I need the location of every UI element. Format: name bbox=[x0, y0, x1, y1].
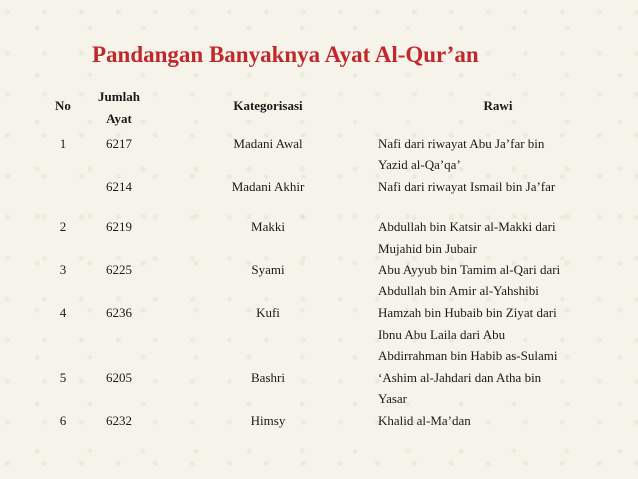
row-rawi-line: Mujahid bin Jubair bbox=[378, 241, 477, 256]
row-rawi-line: ‘Ashim al-Jahdari dan Atha bin bbox=[378, 370, 542, 385]
row-rawi-line: Nafi dari riwayat Ismail bin Ja’far bbox=[378, 179, 556, 194]
row-rawi-line: Abdirrahman bin Habib as-Sulami bbox=[378, 348, 558, 363]
row-rawi-line: Abdullah bin Amir al-Yahshibi bbox=[378, 283, 539, 298]
row-kategori: Himsy bbox=[250, 413, 286, 428]
row-no: 1 bbox=[59, 136, 67, 151]
row-kategori: Kufi bbox=[256, 305, 280, 320]
row-jumlah: 6219 bbox=[106, 219, 132, 234]
row-rawi-line: Yazid al-Qa’qa’ bbox=[378, 157, 461, 172]
row-rawi-line: Khalid al-Ma’dan bbox=[378, 413, 471, 428]
row-jumlah: 6205 bbox=[106, 370, 132, 385]
row-no: 3 bbox=[59, 262, 67, 277]
row-jumlah: 6232 bbox=[106, 413, 132, 428]
row-kategori: Syami bbox=[251, 262, 285, 277]
row-no: 4 bbox=[59, 305, 67, 320]
header-no: No bbox=[55, 98, 71, 113]
row-rawi-line: Abdullah bin Katsir al-Makki dari bbox=[378, 219, 556, 234]
row-rawi-line: Abu Ayyub bin Tamim al-Qari dari bbox=[378, 262, 561, 277]
row-jumlah: 6225 bbox=[106, 262, 132, 277]
row-rawi-line: Nafi dari riwayat Abu Ja’far bin bbox=[378, 136, 545, 151]
row-no: 5 bbox=[59, 370, 67, 385]
row-kategori: Makki bbox=[251, 219, 285, 234]
row-kategori: Bashri bbox=[251, 370, 285, 385]
page-title: Pandangan Banyaknya Ayat Al-Qur’an bbox=[92, 42, 479, 67]
row-jumlah: 6217 bbox=[106, 136, 132, 151]
row-no: 2 bbox=[59, 219, 67, 234]
row-jumlah: 6214 bbox=[106, 179, 132, 194]
row-kategori: Madani Awal bbox=[233, 136, 303, 151]
row-no: 6 bbox=[59, 413, 67, 428]
row-rawi-line: Ibnu Abu Laila dari Abu bbox=[378, 327, 506, 342]
row-rawi-line: Hamzah bin Hubaib bin Ziyat dari bbox=[378, 305, 557, 320]
header-ayat: Ayat bbox=[106, 111, 132, 126]
row-jumlah: 6236 bbox=[106, 305, 132, 320]
header-kategorisasi: Kategorisasi bbox=[233, 98, 303, 113]
header-rawi: Rawi bbox=[483, 98, 513, 113]
header-jumlah: Jumlah bbox=[98, 89, 140, 104]
row-kategori: Madani Akhir bbox=[231, 179, 305, 194]
row-rawi-line: Yasar bbox=[378, 391, 408, 406]
